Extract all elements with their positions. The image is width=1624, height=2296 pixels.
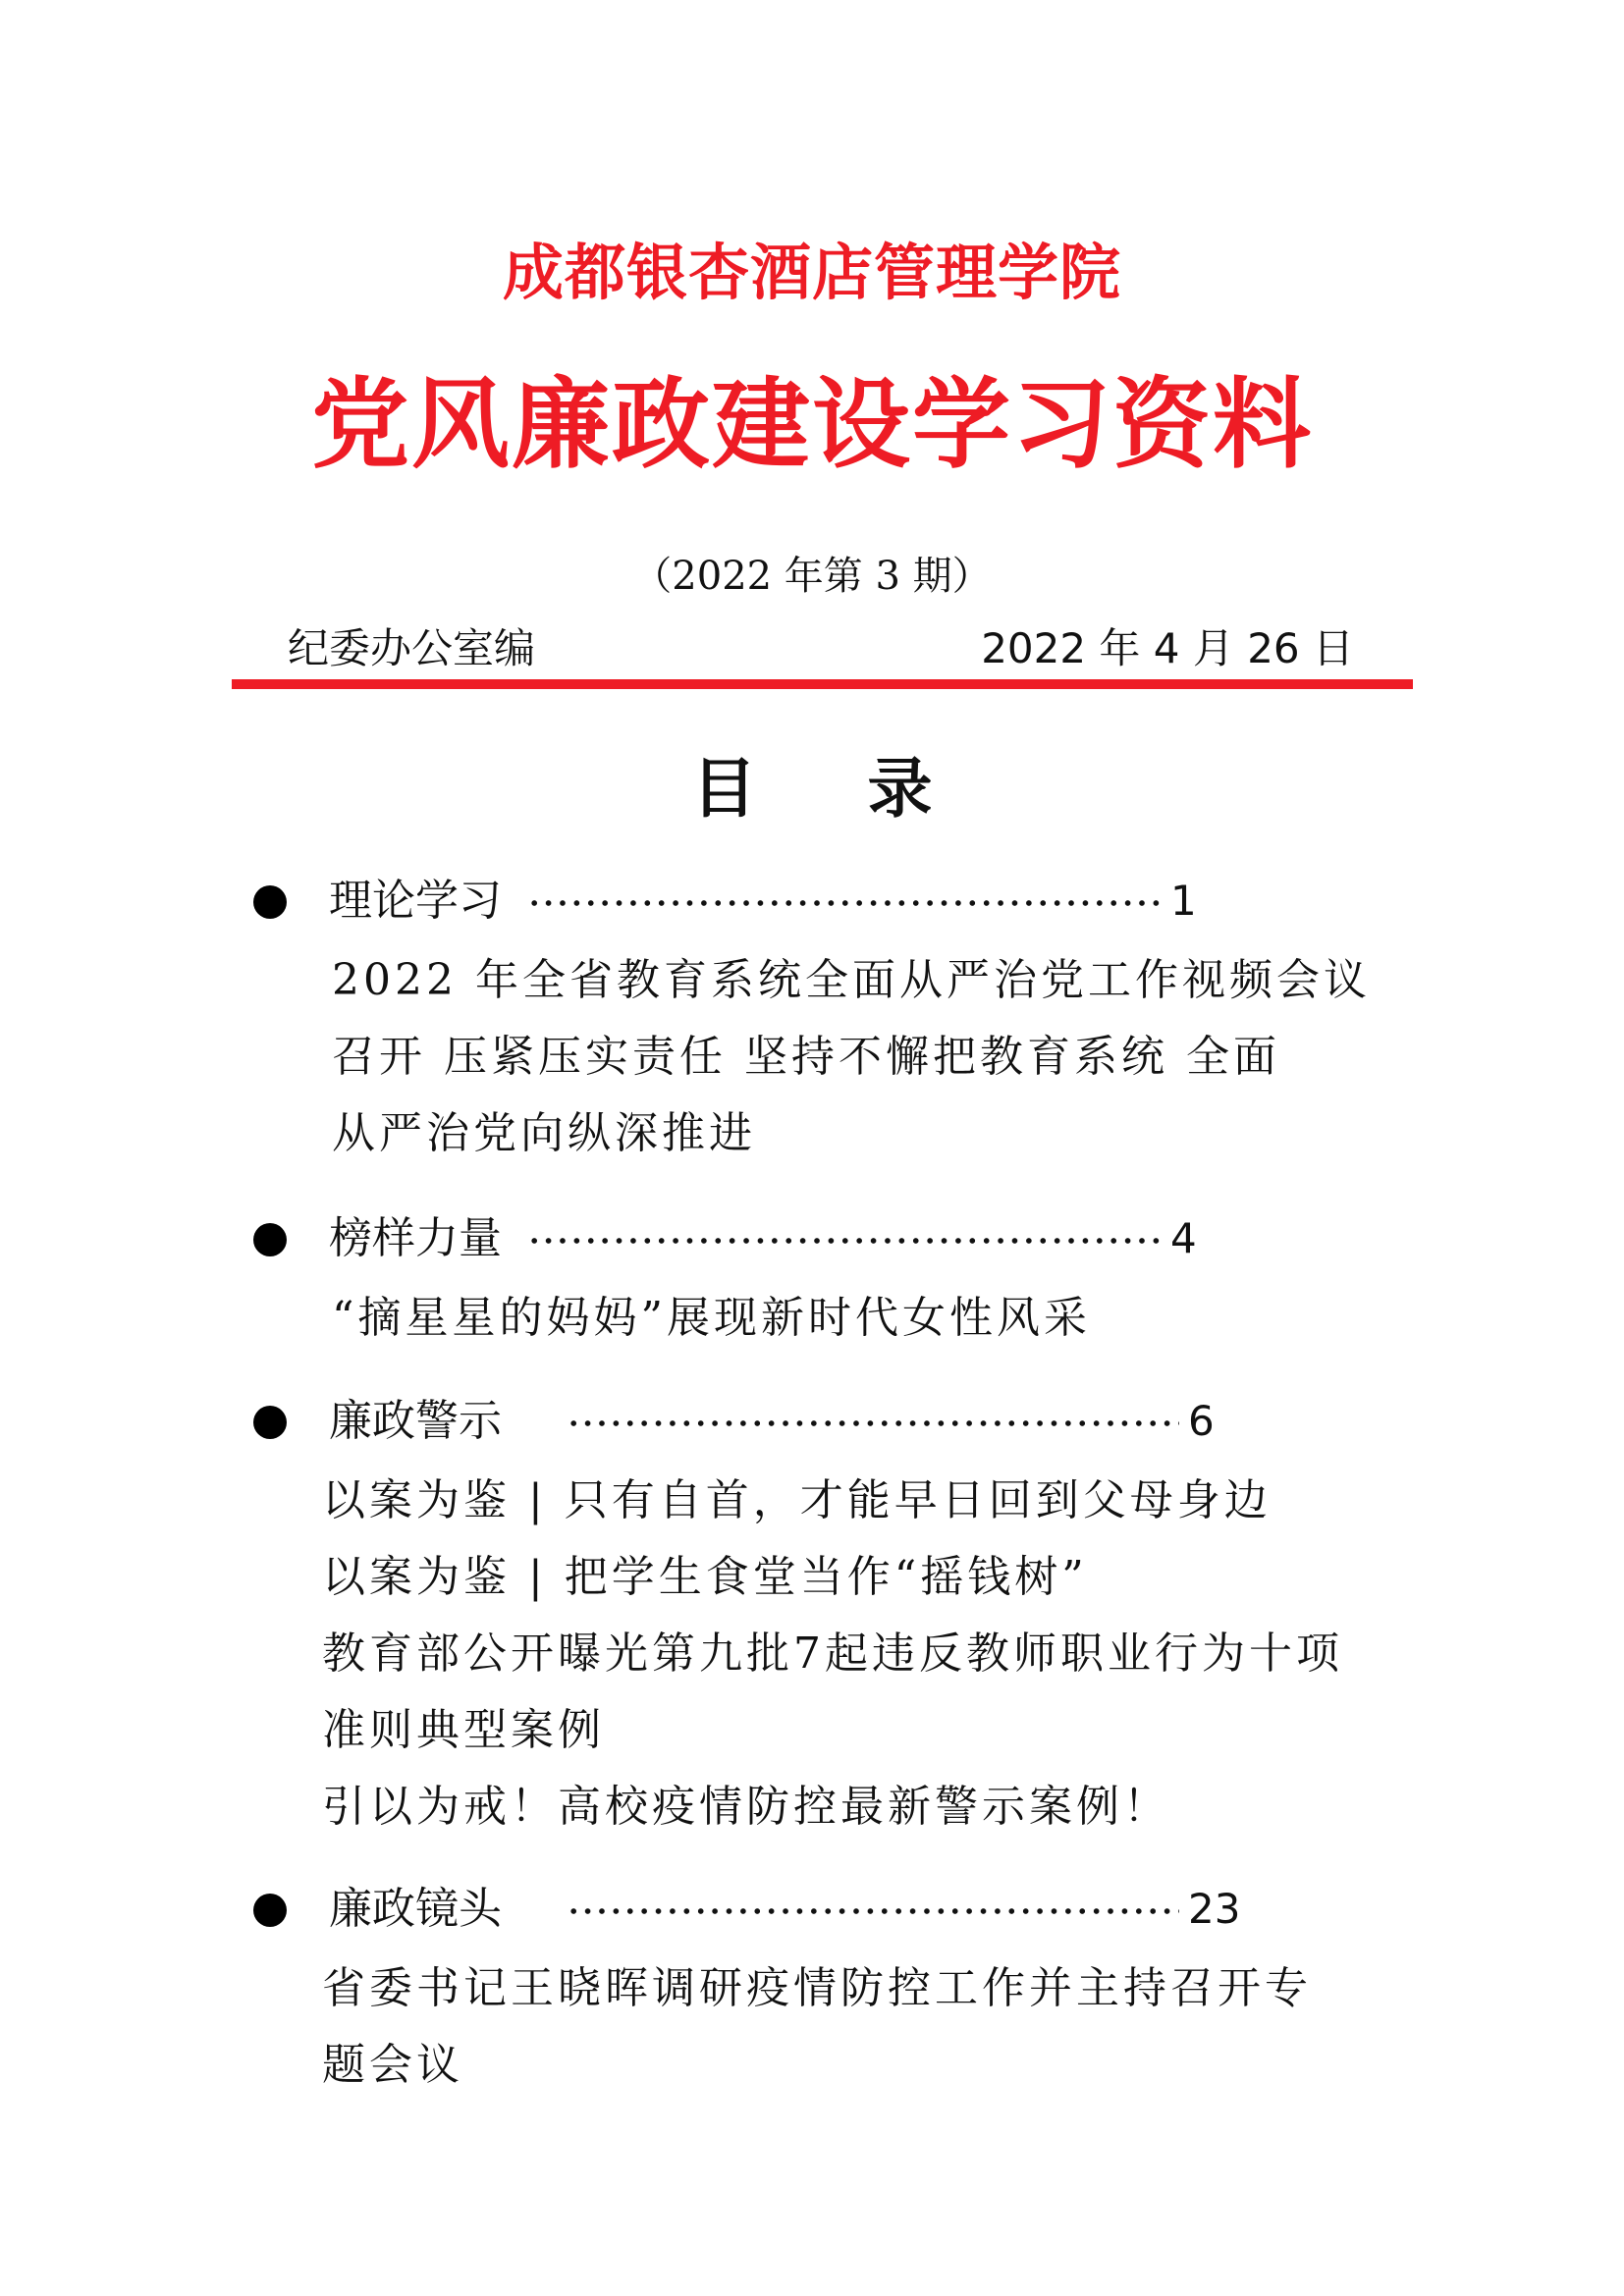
dot-leader [567, 1907, 1179, 1915]
editor-label: 纪委办公室编 [288, 624, 536, 672]
toc-section [250, 1392, 1409, 1832]
toc-section-name: 廉政镜头 [329, 1884, 502, 1934]
toc-section [250, 872, 1409, 1158]
toc-page-number: 4 [1170, 1214, 1197, 1262]
toc-title: 目 录 [691, 750, 933, 827]
toc-entry[interactable]: 以案为鉴 | 把学生食堂当作“摇钱树” [322, 1552, 1088, 1602]
toc-section-header[interactable] [250, 1209, 1409, 1268]
toc-section-header[interactable] [250, 1392, 1409, 1451]
toc-section [250, 1880, 1409, 2090]
toc-section-header[interactable] [250, 872, 1409, 931]
toc-section-header[interactable] [250, 1880, 1409, 1939]
toc-section-name: 廉政警示 [329, 1396, 502, 1446]
toc-page-number: 6 [1188, 1397, 1215, 1445]
toc-page-number: 1 [1170, 877, 1197, 925]
toc-entry[interactable]: 教育部公开曝光第九批7起违反教师职业行为十项 [322, 1629, 1343, 1679]
toc-entry[interactable]: 以案为鉴 | 只有自首，才能早日回到父母身边 [322, 1475, 1272, 1525]
bullet-icon [253, 1406, 287, 1439]
toc-entry[interactable]: 引以为戒！高校疫情防控最新警示案例！ [322, 1782, 1170, 1832]
header-divider [232, 679, 1413, 689]
toc-entry[interactable]: “摘星星的妈妈”展现新时代女性风采 [332, 1293, 1091, 1343]
toc-entry[interactable]: 准则典型案例 [322, 1705, 605, 1755]
bullet-icon [253, 1894, 287, 1927]
issue-number: （2022 年第 3 期） [632, 554, 992, 599]
dot-leader [567, 1419, 1179, 1427]
toc-entry[interactable]: 省委书记王晓晖调研疫情防控工作并主持召开专 [322, 1963, 1312, 2013]
dot-leader [527, 899, 1164, 907]
toc-entry[interactable]: 2022 年全省教育系统全面从严治党工作视频会议 [332, 955, 1371, 1005]
bullet-icon [253, 1223, 287, 1256]
toc-entry[interactable]: 题会议 [322, 2040, 463, 2090]
document-title: 党风廉政建设学习资料 [311, 367, 1313, 482]
toc-section [250, 1209, 1409, 1343]
publication-date: 2022 年 4 月 26 日 [981, 624, 1354, 672]
bullet-icon [253, 885, 287, 919]
toc-section-name: 理论学习 [329, 876, 502, 926]
dot-leader [527, 1237, 1164, 1245]
toc-entry[interactable]: 召开 压紧压实责任 坚持不懈把教育系统 全面 [332, 1032, 1280, 1082]
institution-name: 成都银杏酒店管理学院 [502, 237, 1121, 308]
toc-page-number: 23 [1188, 1885, 1241, 1933]
toc-entry[interactable]: 从严治党向纵深推进 [332, 1108, 756, 1158]
toc-section-name: 榜样力量 [329, 1213, 502, 1263]
